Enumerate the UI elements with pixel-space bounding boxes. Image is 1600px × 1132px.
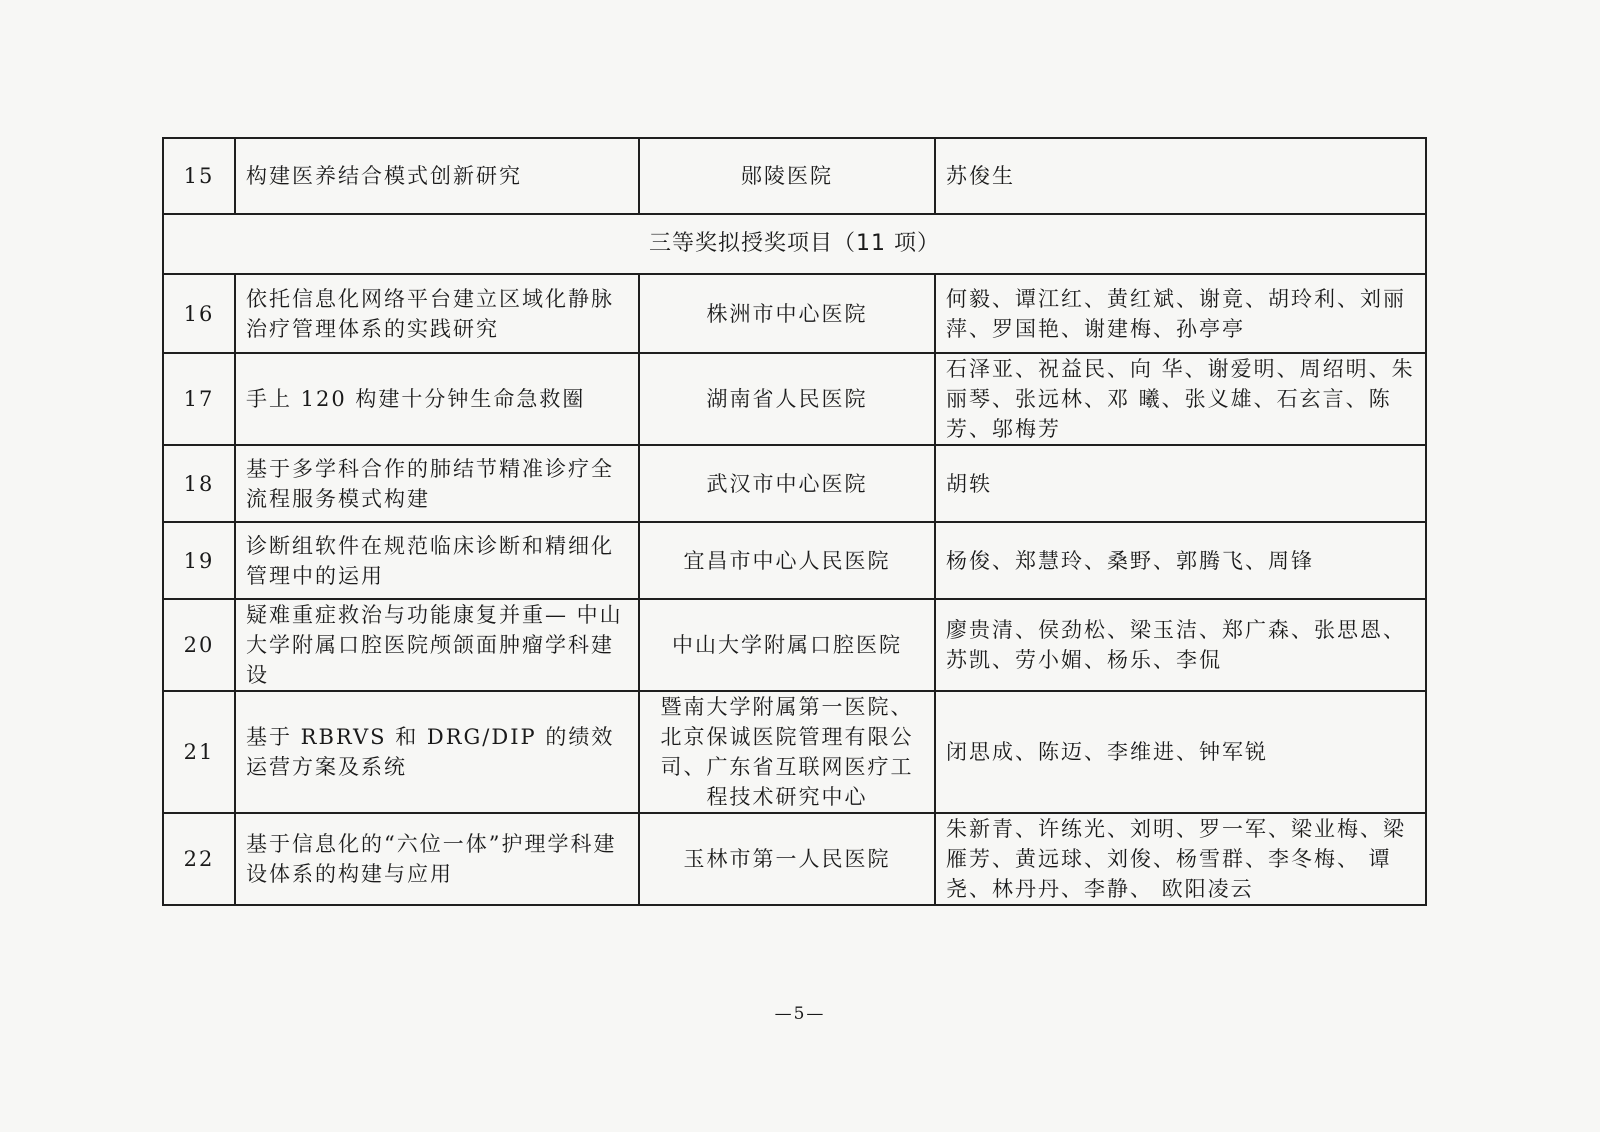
unit-name: 武汉市中心医院: [639, 445, 935, 522]
table-row: [163, 691, 1426, 813]
people-list: 朱新青、许练光、刘明、罗一军、梁业梅、梁雁芳、黄远球、刘俊、杨雪群、李冬梅、 谭尧、林丹丹、李静、 欧阳凌云: [935, 813, 1426, 905]
project-name: 手上 120 构建十分钟生命急救圈: [235, 353, 639, 445]
unit-name: 郧陵医院: [639, 138, 935, 214]
page-number: —5—: [774, 1004, 826, 1024]
people-list: 何毅、谭江红、黄红斌、谢竟、胡玲利、刘丽萍、罗国艳、谢建梅、孙亭亭: [935, 274, 1426, 353]
section-heading-row: [163, 214, 1426, 274]
table-row: [163, 599, 1426, 691]
row-number: 19: [163, 522, 235, 599]
table-row: [163, 353, 1426, 445]
unit-name: 中山大学附属口腔医院: [639, 599, 935, 691]
unit-name: 宜昌市中心人民医院: [639, 522, 935, 599]
unit-name: 暨南大学附属第一医院、北京保诚医院管理有限公司、广东省互联网医疗工程技术研究中心: [639, 691, 935, 813]
project-name: 基于信息化的“六位一体”护理学科建设体系的构建与应用: [235, 813, 639, 905]
table-row: [163, 445, 1426, 522]
people-list: 杨俊、郑慧玲、桑野、郭腾飞、周锋: [935, 522, 1426, 599]
row-number: 15: [163, 138, 235, 214]
people-list: 闭思成、陈迈、李维进、钟军锐: [935, 691, 1426, 813]
row-number: 21: [163, 691, 235, 813]
project-name: 构建医养结合模式创新研究: [235, 138, 639, 214]
row-number: 18: [163, 445, 235, 522]
unit-name: 玉林市第一人民医院: [639, 813, 935, 905]
section-heading: 三等奖拟授奖项目（11 项）: [163, 214, 1426, 274]
people-list: 胡轶: [935, 445, 1426, 522]
table-row: [163, 522, 1426, 599]
project-name: 依托信息化网络平台建立区域化静脉治疗管理体系的实践研究: [235, 274, 639, 353]
awards-table: [162, 137, 1427, 906]
row-number: 17: [163, 353, 235, 445]
row-number: 22: [163, 813, 235, 905]
table-row: [163, 274, 1426, 353]
project-name: 诊断组软件在规范临床诊断和精细化管理中的运用: [235, 522, 639, 599]
row-number: 20: [163, 599, 235, 691]
people-list: 石泽亚、祝益民、向 华、谢爱明、周绍明、朱丽琴、张远林、邓 曦、张义雄、石玄言、陈 芳、邬梅芳: [935, 353, 1426, 445]
people-list: 廖贵清、侯劲松、梁玉洁、郑广森、张思恩、苏凯、劳小媚、杨乐、李侃: [935, 599, 1426, 691]
project-name: 基于多学科合作的肺结节精准诊疗全流程服务模式构建: [235, 445, 639, 522]
table-row: [163, 813, 1426, 905]
table-row: [163, 138, 1426, 214]
row-number: 16: [163, 274, 235, 353]
unit-name: 株洲市中心医院: [639, 274, 935, 353]
project-name: 基于 RBRVS 和 DRG/DIP 的绩效运营方案及系统: [235, 691, 639, 813]
project-name: 疑难重症救治与功能康复并重— 中山大学附属口腔医院颅颌面肿瘤学科建设: [235, 599, 639, 691]
unit-name: 湖南省人民医院: [639, 353, 935, 445]
people-list: 苏俊生: [935, 138, 1426, 214]
